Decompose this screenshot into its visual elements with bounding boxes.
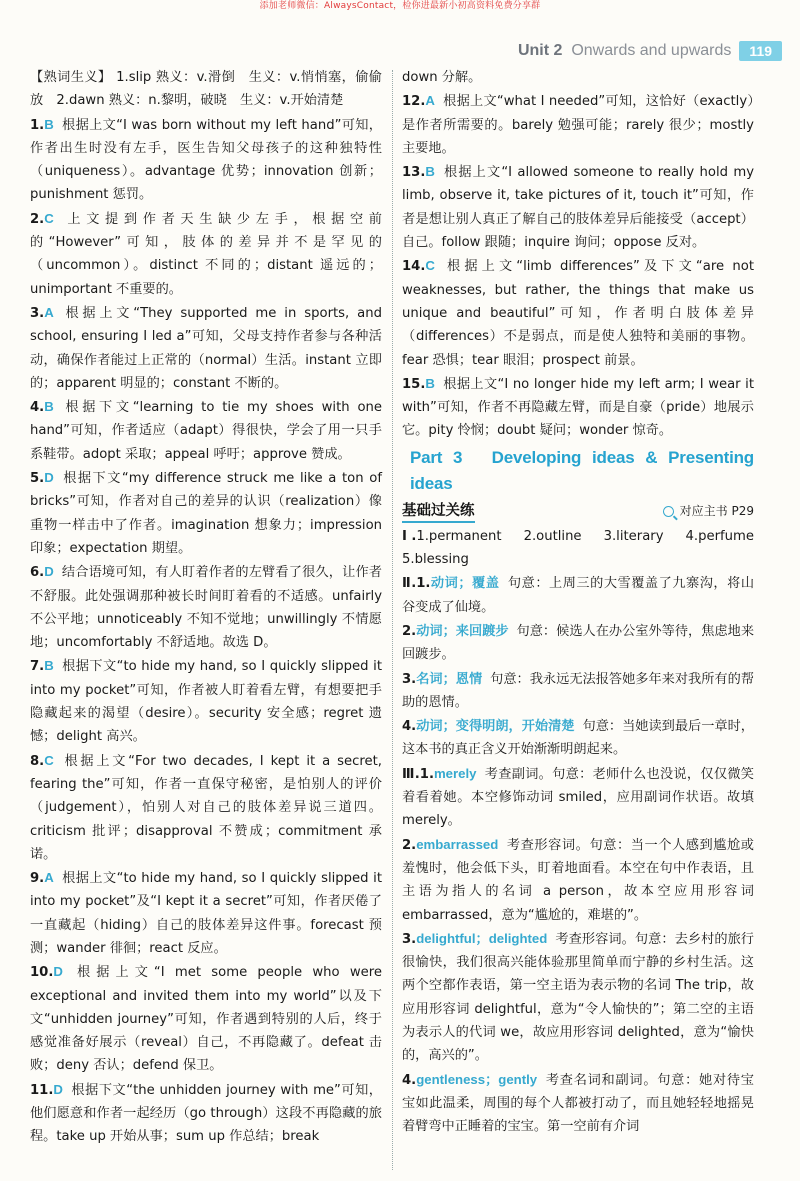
sec2-item [402, 619, 754, 667]
right-answer-item [402, 89, 754, 160]
item-answer: A [44, 870, 54, 886]
section-1: Ⅰ.1.permanent 2.outline 3.literary 4.perfume 5.blessing [402, 528, 768, 568]
left-answer-item [30, 1078, 382, 1149]
item-answer: delightful；delighted [416, 930, 548, 946]
page-number: 119 [739, 41, 782, 61]
item-number: 2. [402, 837, 417, 853]
item-number: 1. [30, 117, 45, 133]
left-answer-item [30, 866, 382, 960]
sec3-item [402, 767, 754, 829]
left-answer-item [30, 654, 382, 748]
item-explanation: 句意：当她读到最后一章时，这本书的真正含义开始渐渐明朗起来。 [402, 719, 754, 758]
item-explanation: 根据上文“I no longer hide my left arm; I wear it with”可知，作者不再隐藏左臂，而是自豪（pride）地展示它。pity 怜悯；doubt 疑问；wonder 惊奇。 [402, 376, 754, 439]
right-answer-list [402, 89, 754, 442]
sec3-item [402, 1068, 754, 1139]
left-answer-list [30, 113, 382, 1149]
item-number: 12. [402, 94, 426, 110]
item-answer: D [53, 1081, 63, 1097]
section-header [402, 499, 754, 525]
item-number: 1. [419, 766, 434, 782]
watermark-text: 添加老师微信：AlwaysContact，检你进最新小初高资料免费分享群 [259, 1, 541, 11]
unit-label: Unit 2 Onwards and upwards [517, 42, 732, 59]
sec2-item [402, 667, 754, 715]
item-answer: B [425, 164, 435, 180]
left-answer-item [30, 113, 382, 207]
right-answer-item [402, 254, 754, 371]
item-explanation: 句意：我永远无法报答她多年来对我所有的帮助的恩情。 [402, 671, 755, 710]
item-answer: D [44, 564, 54, 580]
search-icon [663, 506, 674, 517]
item-number: 7. [30, 659, 45, 675]
right-answer-item [402, 372, 754, 443]
item-answer: 动词；来回踱步 [416, 622, 509, 638]
left-answer-item [30, 301, 382, 395]
item-number: 6. [30, 565, 45, 581]
item-explanation: 根据上文“limb differences”及下文“are not weaknesses, but rather, the things that make us unique and beautiful”可知，作者明白肢体差异（differences）不是弱点，而是使人独特和美丽的事物。fear 恐惧；tear 眼泪；prospect 前景。 [402, 259, 754, 368]
item-explanation: 根据上文“I met some people who were exceptional and invited them into my world”以及下文“unhidden journey”可知，作者遇到特别的人后，终于感觉准备好展示（reveal）自己，不再隐藏了。defeat 击败；deny 否认；defend 保卫。 [30, 965, 382, 1074]
right-column [402, 66, 768, 1138]
item-answer: D [44, 470, 54, 486]
item-number: 3. [30, 305, 45, 321]
item-answer: D [53, 964, 63, 980]
item-number: 13. [402, 165, 426, 181]
item-answer: C [44, 210, 54, 226]
left-answer-item [30, 207, 382, 301]
section-ref: 对应主书 P29 [663, 500, 754, 523]
item-explanation: 根据下文“my difference struck me like a ton of bricks”可知，作者对自己的差异的认识（realization）像重物一样击中了作者。imagination 想象力；impression 印象；expectation 期望。 [30, 471, 382, 556]
item-explanation: 根据上文“I allowed someone to really hold my limb, observe it, take pictures of it, touch it”可知，作者是想让别人真正了解自己的肢体差异后能接受（accept）自己。follow 跟随；inquire 询问；oppose 反对。 [402, 165, 754, 251]
item-explanation: 考查名词和副词。句意：她对待宝宝如此温柔，周围的每个人都被打动了，而且她轻轻地摇晃着臂弯中正睡着的宝宝。第一空前有介词 [402, 1072, 754, 1135]
sec3-item [402, 927, 754, 1068]
left-answer-item [30, 560, 382, 654]
item-explanation: 句意：上周三的大雪覆盖了九寨沟，将山谷变成了仙境。 [402, 576, 755, 615]
item-answer: A [425, 93, 435, 109]
continuation-text: down 分解。 [402, 70, 482, 85]
item-explanation: 考查副词。句意：老师什么也没说，仅仅微笑着看着她。本空修饰动词 smiled，应用副词作状语。故填 merely。 [402, 766, 754, 829]
item-number: 10. [30, 965, 54, 981]
item-number: 15. [402, 376, 426, 392]
right-answer-item [402, 160, 754, 254]
item-explanation: 根据上文“what I needed”可知，这恰好（exactly）是作者所需要的。barely 勉强可能；rarely 很少；mostly 主要地。 [402, 94, 754, 156]
item-number: 9. [30, 871, 45, 887]
item-answer: B [425, 375, 435, 391]
section-title: 基础过关练 [402, 501, 475, 523]
item-explanation: 结合语境可知，有人盯着作者的左臂看了很久，让作者不舒服。此处强调那种被长时间盯着看的不适感。unfairly 不公平地；unnoticeably 不知不觉地；unwillingly 不情愿地；uncomfortably 不舒适地。故选 D。 [30, 565, 382, 651]
section-3: Ⅲ.1.merely 考查副词。句意：老师什么也没说，仅仅微笑着看着她。本空修饰动词 smiled，应用副词作状语。故填 merely。 2.embarrassed 考查形容词。句意：当一个人感到尴尬或羞愧时，他会低下头，盯着地面看。本空在句中作表语，且主语为指人的名词 a person，故本空应用形容词 embarrassed，意为“尴尬的，难堪的”。 3.delightful；delighted 考查形容词。句意：去乡村的旅行很愉快，我们很高兴能体验那里简单而宁静的乡村生活。这两个空都作表语，第一空主语为表示物的名词 The trip，故应用形容词 delightful，意为“令人愉快的”；第二空的主语为表示人的代词 we，故应用形容词 delighted，意为“愉快的，高兴的”。 4.gentleness；gently 考查名词和副词。句意：她对待宝宝如此温柔，周围的每个人都被打动了，而且她轻轻地摇晃着臂弯中正睡着的宝宝。第一空前有介词 [402, 762, 754, 1139]
item-explanation: 上文提到作者天生缺少左手，根据空前的“However”可知，肢体的差异并不是罕见的（uncommon）。distinct 不同的；distant 遥远的；unimportant 不重要的。 [30, 211, 382, 297]
item-number: 2. [30, 211, 45, 227]
item-explanation: 考查形容词。句意：去乡村的旅行很愉快，我们很高兴能体验那里简单而宁静的乡村生活。这两个空都作表语，第一空主语为表示物的名词 The trip，故应用形容词 delightful，意为“令人愉快的”；第二空的主语为表示人的代词 we，故应用形容词 delighted，意为“愉快的，高兴的”。 [402, 931, 754, 1064]
item-number: 4. [30, 400, 45, 416]
item-answer: C [44, 752, 54, 768]
item-number: 14. [402, 259, 426, 275]
item-explanation: 根据上文“They supported me in sports, and school, ensuring I led a”可知，父母支持作者参与各种活动，确保作者能过上正常的（normal）生活。instant 立即的；apparent 明显的；constant 不断的。 [30, 305, 382, 391]
page-header [518, 38, 782, 64]
left-answer-item [30, 960, 382, 1077]
item-answer: B [44, 116, 54, 132]
item-answer: gentleness；gently [416, 1071, 538, 1087]
item-explanation: 根据上文“to hide my hand, so I quickly slipped it into my pocket”及“I kept it a secret”可知，作者厌倦了一直藏起（hiding）自己的肢体差异这件事。forecast 预测；wander 徘徊；react 反应。 [30, 871, 382, 956]
item-number: 4. [402, 1072, 417, 1088]
item-number: 1. [416, 576, 431, 592]
column-divider [392, 70, 393, 1170]
item-answer: 名词；恩情 [416, 670, 483, 686]
item-answer: merely [433, 765, 477, 781]
item-explanation: 根据下文“to hide my hand, so I quickly slipped it into my pocket”可知，作者被人盯着看左臂，有想要把手隐藏起来的渴望（desire）。security 安全感；regret 遗憾；delight 高兴。 [30, 659, 382, 745]
sec3-item [402, 833, 754, 927]
part3-title: Part 3 Developing ideas & Presenting ideas [410, 447, 754, 493]
left-answer-item [30, 466, 382, 560]
item-answer: B [44, 399, 54, 415]
left-answer-item [30, 749, 382, 866]
item-number: 8. [30, 753, 45, 769]
left-answer-item [30, 395, 382, 466]
item-answer: embarrassed [416, 836, 499, 852]
item-answer: 动词；变得明朗，开始清楚 [416, 718, 575, 734]
item-explanation: 根据上文“For two decades, I kept it a secret, fearing the”可知，作者一直保守秘密，是怕别人的评价（judgement），怕别人对自己的肢体差异说三道四。criticism 批评；disapproval 不赞成；commitment 承诺。 [30, 753, 382, 862]
item-number: 2. [402, 623, 417, 639]
item-answer: B [44, 658, 54, 674]
item-answer: A [44, 304, 54, 320]
item-number: 11. [30, 1082, 54, 1098]
item-answer: 动词；覆盖 [430, 575, 500, 591]
item-explanation: 句意：候选人在办公室外等待，焦虑地来回踱步。 [402, 623, 755, 663]
left-column [30, 66, 382, 1149]
item-number: 5. [30, 471, 45, 487]
sec2-item [402, 714, 754, 762]
item-explanation: 根据上文“I was born without my left hand”可知，作者出生时没有左手，医生告知父母孩子的这种独特性（uniqueness）。advantage 优势；innovation 创新；punishment 惩罚。 [30, 117, 382, 203]
item-explanation: 根据下文“the unhidden journey with me”可知，他们愿意和作者一起经历（go through）这段不再隐藏的旅程。take up 开始从事；sum up 作总结；break [30, 1082, 382, 1145]
item-explanation: 根据下文“learning to tie my shoes with one hand”可知，作者适应（adapt）得很快，学会了用一只手系鞋带。adopt 采取；appeal 呼吁；approve 赞成。 [30, 400, 382, 462]
item-explanation: 考查形容词。句意：当一个人感到尴尬或羞愧时，他会低下头，盯着地面看。本空在句中作表语，且主语为指人的名词 a person，故本空应用形容词 embarrassed，意为“尴尬的，难堪的”。 [402, 837, 754, 923]
sec2-item [402, 576, 754, 614]
item-number: 3. [402, 671, 417, 687]
item-number: 4. [402, 719, 417, 735]
vocab-intro: 【熟词生义】 1.slip 熟义：v.滑倒 生义：v.悄悄塞，偷偷放 2.dawn 熟义：n.黎明，破晓 生义：v.开始清楚 [30, 70, 382, 109]
section-2: Ⅱ.1.动词；覆盖 句意：上周三的大雪覆盖了九寨沟，将山谷变成了仙境。 2.动词；来回踱步 句意：候选人在办公室外等待，焦虑地来回踱步。 3.名词；恩情 句意：我永远无法报答她多年来对我所有的帮助的恩情。 4.动词；变得明朗，开始清楚 句意：当她读到最后一章时，这本书的真正含义开始渐渐明朗起来。 [402, 571, 754, 761]
item-number: 3. [402, 931, 417, 947]
item-answer: C [425, 258, 435, 274]
